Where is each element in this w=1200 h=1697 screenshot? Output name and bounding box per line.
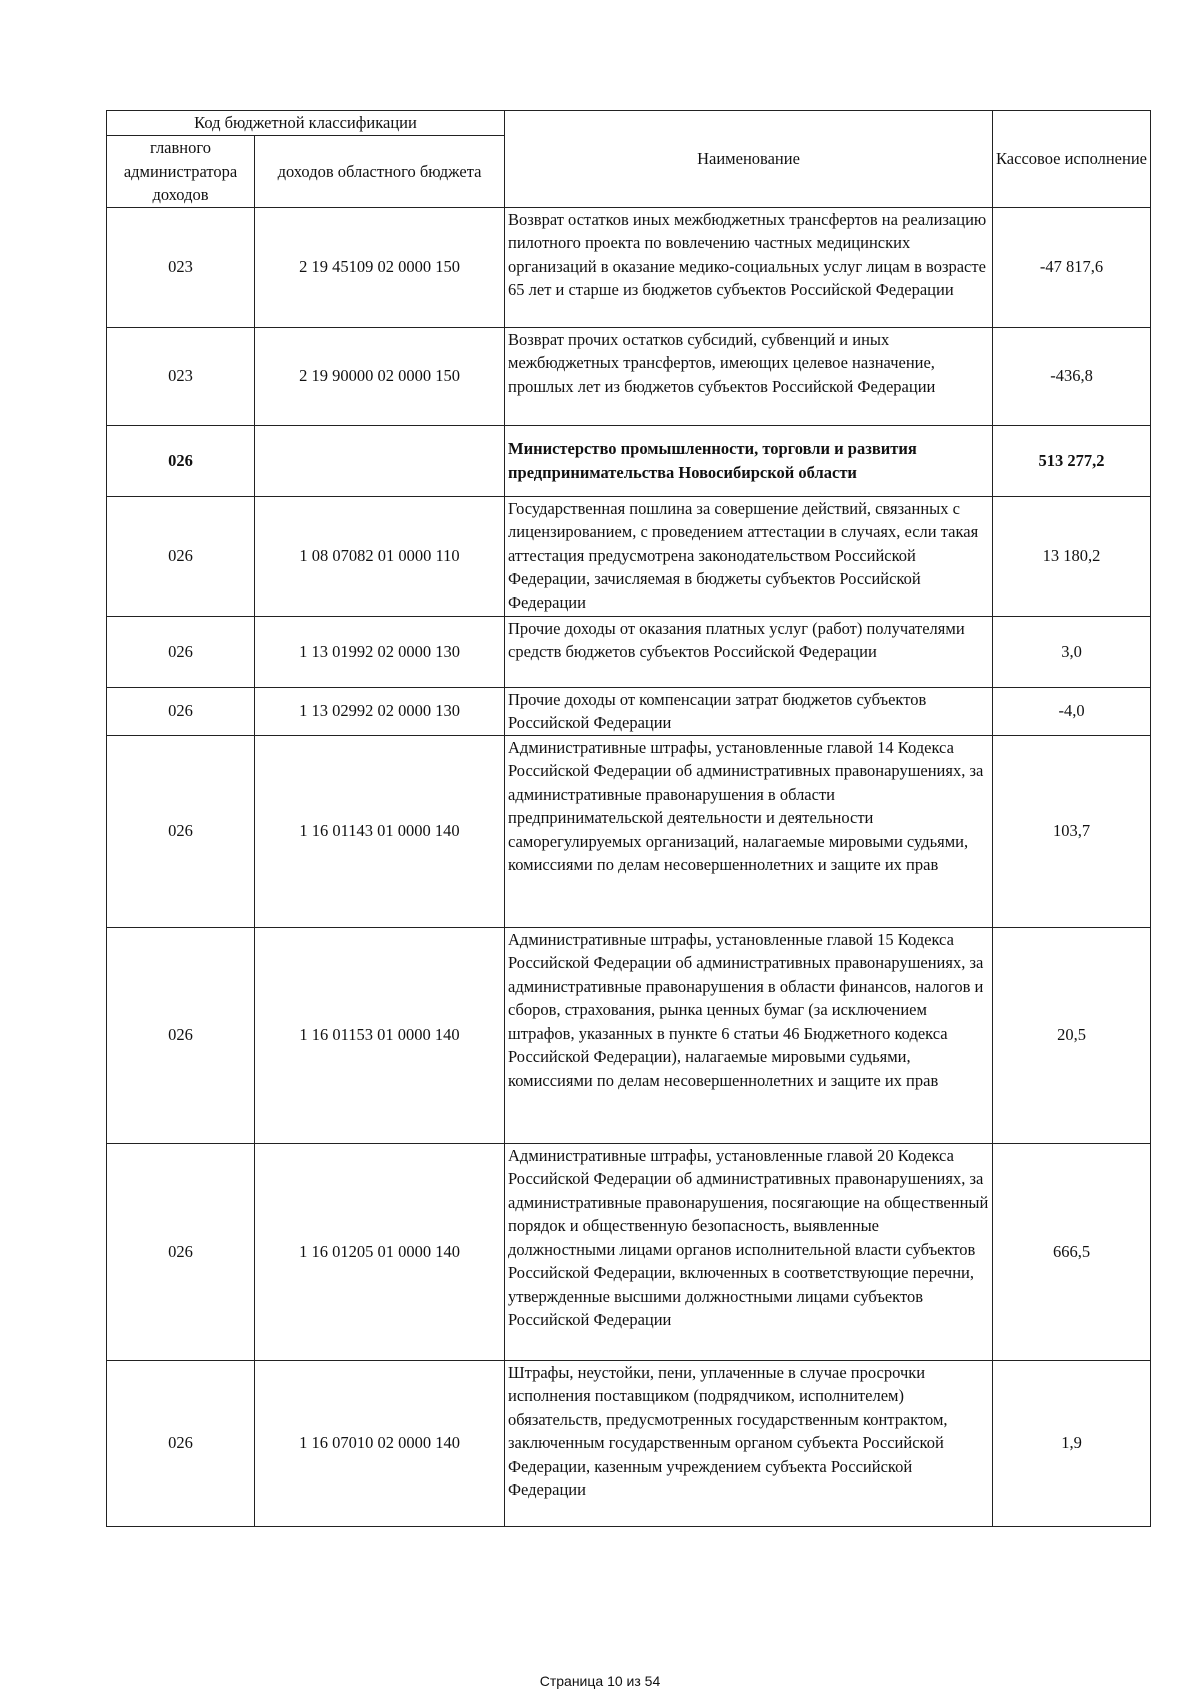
cell-admin: 026 [107,735,255,927]
header-row-top [107,111,1151,136]
table-row [107,425,1151,496]
cell-code: 1 13 01992 02 0000 130 [255,616,505,687]
cell-name: Возврат прочих остатков субсидий, субвенций и иных межбюджетных трансфертов, имеющих целевое назначение, прошлых лет из бюджетов субъектов Российской Федерации [505,327,993,425]
cell-admin: 026 [107,927,255,1143]
cell-value: -4,0 [993,687,1151,735]
table-row [107,616,1151,687]
cell-code: 1 13 02992 02 0000 130 [255,687,505,735]
cell-code: 2 19 90000 02 0000 150 [255,327,505,425]
cell-value: 666,5 [993,1143,1151,1360]
cell-value: 103,7 [993,735,1151,927]
cell-admin: 023 [107,207,255,327]
cell-value: -436,8 [993,327,1151,425]
cell-value: -47 817,6 [993,207,1151,327]
cell-code [255,425,505,496]
cell-admin: 026 [107,1143,255,1360]
cell-value: 3,0 [993,616,1151,687]
table-row [107,496,1151,616]
cell-admin: 026 [107,687,255,735]
cell-code: 1 16 01143 01 0000 140 [255,735,505,927]
header-exec: Кассовое исполнение [993,111,1151,208]
cell-name: Государственная пошлина за совершение действий, связанных с лицензированием, с проведением аттестации в случаях, если такая аттестация предусмотрена законодательством Российской Федерации, зачисляемая в бюджеты субъектов Российской Федерации [505,496,993,616]
table-row [107,207,1151,327]
cell-name: Административные штрафы, установленные главой 15 Кодекса Российской Федерации об административных правонарушениях, за административные правонарушения в области финансов, налогов и сборов, страхования, рынка ценных бумаг (за исключением штрафов, указанных в пункте 6 статьи 46 Бюджетного кодекса Российской Федерации), налагаемые мировыми судьями, комиссиями по делам несовершеннолетних и защите их прав [505,927,993,1143]
cell-name: Административные штрафы, установленные главой 20 Кодекса Российской Федерации об административных правонарушениях, за административные правонарушения, посягающие на общественный порядок и общественную безопасность, выявленные должностными лицами органов исполнительной власти субъектов Российской Федерации, включенных в соответствующие перечни, утвержденные высшими должностными лицами субъектов Российской Федерации [505,1143,993,1360]
cell-value: 1,9 [993,1360,1151,1526]
cell-name: Министерство промышленности, торговли и развития предпринимательства Новосибирской области [505,425,993,496]
cell-code: 1 16 07010 02 0000 140 [255,1360,505,1526]
table-row [107,327,1151,425]
table-row [107,735,1151,927]
cell-admin: 026 [107,496,255,616]
header-admin: главного администратора доходов [107,136,255,208]
budget-table [106,110,1151,1527]
cell-admin: 023 [107,327,255,425]
page-number: Страница 10 из 54 [539,1673,661,1689]
header-kbk: Код бюджетной классификации [107,111,505,136]
cell-code: 2 19 45109 02 0000 150 [255,207,505,327]
cell-code: 1 08 07082 01 0000 110 [255,496,505,616]
cell-value: 513 277,2 [993,425,1151,496]
header-income: доходов областного бюджета [255,136,505,208]
cell-value: 20,5 [993,927,1151,1143]
cell-name: Штрафы, неустойки, пени, уплаченные в случае просрочки исполнения поставщиком (подрядчиком, исполнителем) обязательств, предусмотренных государственным контрактом, заключенным государственным органом субъекта Российской Федерации, казенным учреждением субъекта Российской Федерации [505,1360,993,1526]
table-row [107,687,1151,735]
cell-name: Прочие доходы от оказания платных услуг (работ) получателями средств бюджетов субъектов Российской Федерации [505,616,993,687]
cell-admin: 026 [107,425,255,496]
header-name: Наименование [505,111,993,208]
cell-value: 13 180,2 [993,496,1151,616]
table-row [107,927,1151,1143]
cell-name: Административные штрафы, установленные главой 14 Кодекса Российской Федерации об административных правонарушениях, за административные правонарушения в области предпринимательской деятельности и деятельности саморегулируемых организаций, налагаемые мировыми судьями, комиссиями по делам несовершеннолетних и защите их прав [505,735,993,927]
cell-name: Возврат остатков иных межбюджетных трансфертов на реализацию пилотного проекта по вовлечению частных медицинских организаций в оказание медико-социальных услуг лицам в возрасте 65 лет и старше из бюджетов субъектов Российской Федерации [505,207,993,327]
cell-code: 1 16 01153 01 0000 140 [255,927,505,1143]
cell-admin: 026 [107,1360,255,1526]
cell-code: 1 16 01205 01 0000 140 [255,1143,505,1360]
cell-admin: 026 [107,616,255,687]
table-row [107,1143,1151,1360]
cell-name: Прочие доходы от компенсации затрат бюджетов субъектов Российской Федерации [505,687,993,735]
table-row [107,1360,1151,1526]
